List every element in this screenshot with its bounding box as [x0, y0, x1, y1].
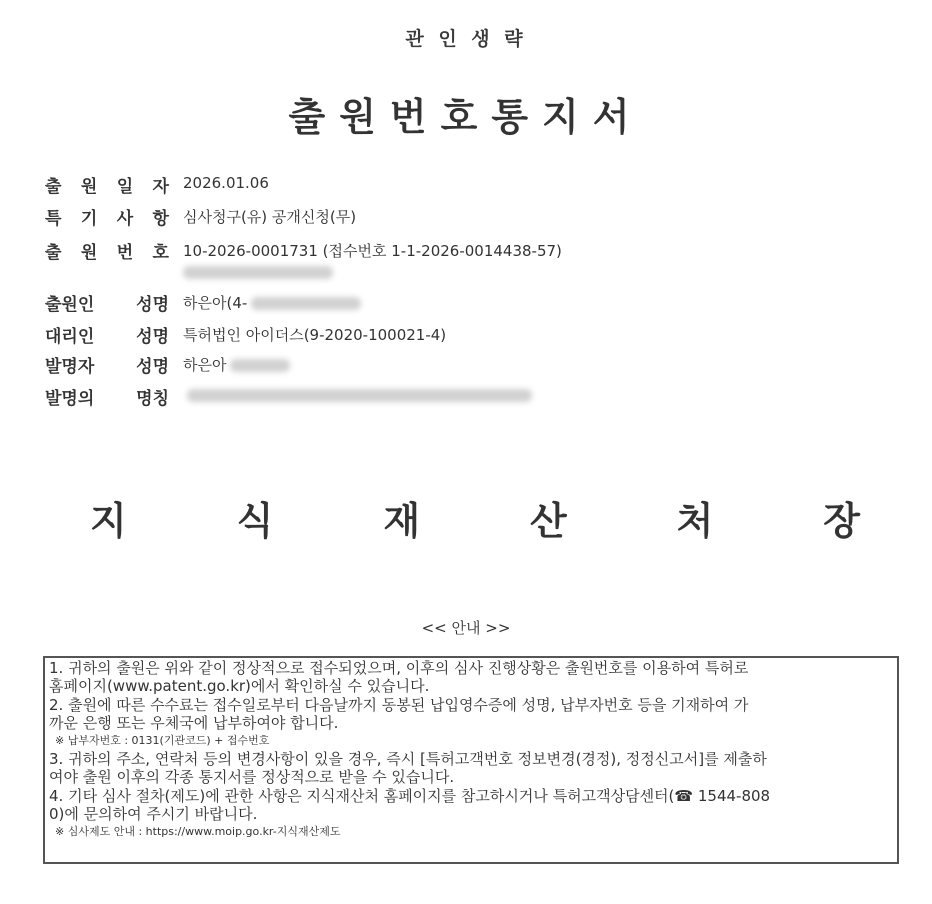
notice-note: ※ 심사제도 안내 : https://www.moip.go.kr-지식재산제도: [55, 825, 341, 839]
issuer-char: 식: [236, 499, 274, 543]
field-label-part: 원: [80, 243, 98, 263]
notice-line: 0)에 문의하여 주시기 바랍니다.: [49, 805, 258, 824]
omission-label: 관 인 생 략: [405, 28, 527, 50]
notice-box: [43, 656, 899, 864]
field-value-text: 특허법인 아이더스(9-2020-100021-4): [183, 326, 447, 344]
notice-line: 홈페이지(www.patent.go.kr)에서 확인하실 수 있습니다.: [49, 677, 430, 696]
field-value-text: 하은아(4-: [183, 294, 248, 312]
notice-line: 1. 귀하의 출원은 위와 같이 정상적으로 접수되었으며, 이후의 심사 진행상황은 출원번호를 이용하여 특허로: [49, 659, 749, 677]
field-label-part: 발명의: [45, 389, 95, 409]
field-label-part: 번: [116, 243, 134, 263]
field-label-part: 성명: [136, 295, 169, 315]
field-label-part: 출원인: [45, 295, 95, 315]
field-label-part: 대리인: [45, 327, 95, 347]
notice-line: 까운 은행 또는 우체국에 납부하여야 합니다.: [49, 713, 339, 732]
notice-line: 2. 출원에 따른 수수료는 접수일로부터 다음날까지 동봉된 납입영수증에 성명, 납부자번호 등을 기재하여 가: [49, 695, 749, 714]
document-title: 출원번호통지서: [288, 95, 644, 139]
redacted-blur: [187, 389, 532, 402]
field-label-part: 명칭: [136, 389, 169, 409]
notice-heading: << 안내 >>: [421, 619, 511, 637]
field-label: [45, 290, 169, 315]
field-label-part: 호: [152, 243, 169, 263]
redacted-blur: [230, 359, 290, 372]
field-label-part: 원: [80, 177, 98, 197]
field-label: [45, 238, 169, 263]
field-label: [45, 352, 169, 377]
field-value: [183, 206, 356, 227]
issuer-char: 처: [676, 499, 714, 543]
issuer-char: 장: [823, 499, 860, 543]
field-label-part: 사: [116, 209, 134, 229]
field-label-part: 항: [152, 209, 169, 229]
issuer-char: 산: [529, 499, 567, 543]
notice-line: 3. 귀하의 주소, 연락처 등의 변경사항이 있을 경우, 즉시 [특허고객번호 정보변경(경정), 정정신고서]를 제출하: [49, 750, 767, 769]
field-label-part: 특: [45, 209, 62, 229]
field-value: [183, 324, 446, 345]
redacted-line: [183, 262, 333, 281]
field-value: [183, 240, 562, 261]
field-value-text: 하은아: [183, 356, 227, 374]
field-label-part: 출: [45, 243, 62, 263]
field-value: [183, 386, 532, 404]
field-value: [183, 174, 269, 192]
field-label: [45, 204, 169, 229]
field-value: [183, 292, 361, 313]
field-label: [45, 384, 169, 409]
field-label-part: 출: [45, 177, 62, 197]
notice-line: 여야 출원 이후의 각종 통지서를 정상적으로 받을 수 있습니다.: [49, 768, 455, 787]
field-label-part: 일: [116, 177, 134, 197]
field-value: [183, 354, 290, 375]
field-label-part: 기: [80, 209, 98, 229]
issuer-char: 지: [90, 499, 127, 543]
field-label: [45, 172, 169, 197]
notice-note: ※ 납부자번호 : 0131(기관코드) + 접수번호: [55, 734, 270, 748]
redacted-blur: [183, 266, 333, 279]
field-label-part: 자: [152, 177, 169, 197]
redacted-blur: [251, 297, 361, 310]
field-label-part: 성명: [136, 357, 169, 377]
field-label-part: 발명자: [45, 357, 95, 377]
issuer-name: [90, 490, 860, 545]
field-value-text: 2026.01.06: [183, 174, 269, 192]
field-label: [45, 322, 169, 347]
notice-line: 4. 기타 심사 절차(제도)에 관한 사항은 지식재산처 홈페이지를 참고하시거나 특허고객상담센터(☎ 1544-808: [49, 786, 771, 805]
issuer-char: 재: [383, 499, 421, 543]
field-value-text: 심사청구(유) 공개신청(무): [183, 208, 357, 226]
field-value-text: 10-2026-0001731 (접수번호 1-1-2026-0014438-57): [183, 242, 562, 260]
field-label-part: 성명: [136, 327, 169, 347]
